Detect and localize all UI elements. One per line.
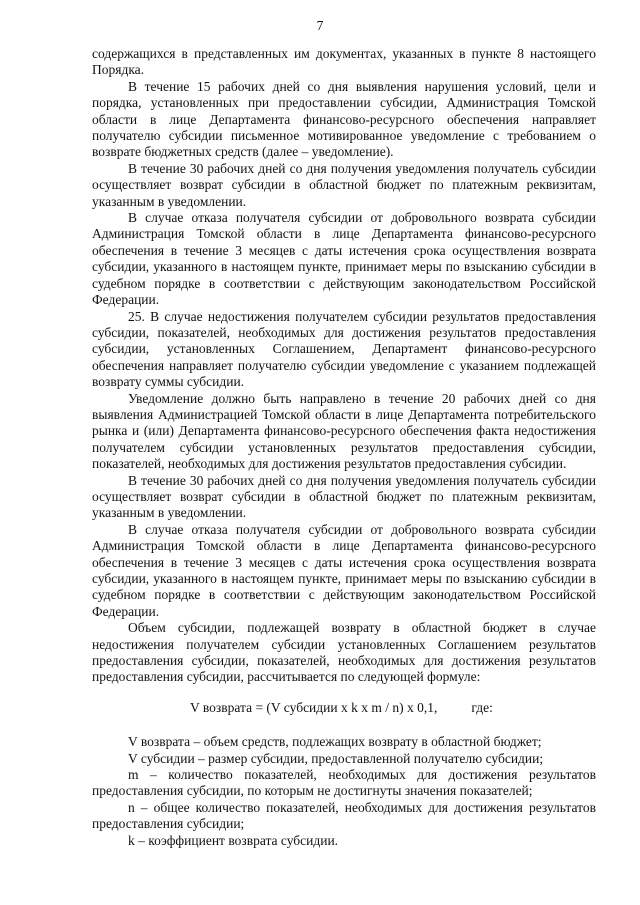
paragraph: Объем субсидии, подлежащей возврату в областной бюджет в случае недостижения получателем субсидии установленных Соглашением результатов предоставления субсидии, показателей, необходимых для достижения результатов предоставления субсидии, рассчитывается по следующей формуле: <box>92 620 596 685</box>
formula-suffix: где: <box>471 699 493 715</box>
formula <box>92 700 596 716</box>
document-body <box>92 46 596 849</box>
definition-item: V субсидии – размер субсидии, предоставленной получателю субсидии; <box>128 750 544 766</box>
paragraph: Уведомление должно быть направлено в течение 20 рабочих дней со дня выявления Администрацией Томской области в лице Департамента потребительского рынка и (или) Департамента финансово-ресурсного обеспечения факта недостижения получателем субсидии установленных результатов предоставления субсидии, показателей, необходимых для достижения результатов предоставления субсидии. <box>92 390 596 472</box>
formula-expression: V возврата = (V субсидии x k x m / n) x 0,1, <box>190 699 438 715</box>
paragraph: В течение 15 рабочих дней со дня выявления нарушения условий, цели и порядка, установленных при предоставлении субсидии, Администрация Томской области в лице Департамента финансово-ресурсного обеспечения направляет получателю субсидии письменное мотивированное уведомление с требованием о возврате бюджетных средств (далее – уведомление). <box>92 78 596 160</box>
paragraph: В случае отказа получателя субсидии от добровольного возврата субсидии Администрация Томской области в лице Департамента финансово-ресурсного обеспечения в течение 3 месяцев с даты истечения срока осуществления возврата субсидии, указанного в настоящем пункте, принимает меры по взысканию субсидии в судебном порядке в соответствии с действующим законодательством Российской Федерации. <box>92 210 596 308</box>
page-number: 7 <box>316 18 324 33</box>
paragraph: содержащихся в представленных им документах, указанных в пункте 8 настоящего Порядка. <box>92 46 596 78</box>
definition-item: k – коэффициент возврата субсидии. <box>128 832 339 848</box>
paragraph: В течение 30 рабочих дней со дня получения уведомления получатель субсидии осуществляет возврат субсидии в областной бюджет по платежным реквизитам, указанным в уведомлении. <box>92 472 596 521</box>
paragraph: В случае отказа получателя субсидии от добровольного возврата субсидии Администрация Томской области в лице Департамента финансово-ресурсного обеспечения в течение 3 месяцев с даты истечения срока осуществления возврата субсидии, указанного в настоящем пункте, принимает меры по взысканию субсидии в судебном порядке в соответствии с действующим законодательством Российской Федерации. <box>92 521 596 619</box>
definition-item: n – общее количество показателей, необходимых для достижения результатов предоставления субсидии; <box>92 799 596 832</box>
definition-item: m – количество показателей, необходимых для достижения результатов предоставления субсидии, по которым не достигнуты значения показателей; <box>92 767 596 799</box>
paragraph: 25. В случае недостижения получателем субсидии результатов предоставления субсидии, показателей, необходимых для достижения результатов предоставления субсидии, установленных Соглашением, Департамент финансово-ресурсного обеспечения направляет получателю субсидии уведомление с указанием подлежащей возврату суммы субсидии. <box>92 308 596 390</box>
paragraph: В течение 30 рабочих дней со дня получения уведомления получатель субсидии осуществляет возврат субсидии в областной бюджет по платежным реквизитам, указанным в уведомлении. <box>92 160 596 209</box>
definition-item: V возврата – объем средств, подлежащих возврату в областной бюджет; <box>128 734 542 750</box>
